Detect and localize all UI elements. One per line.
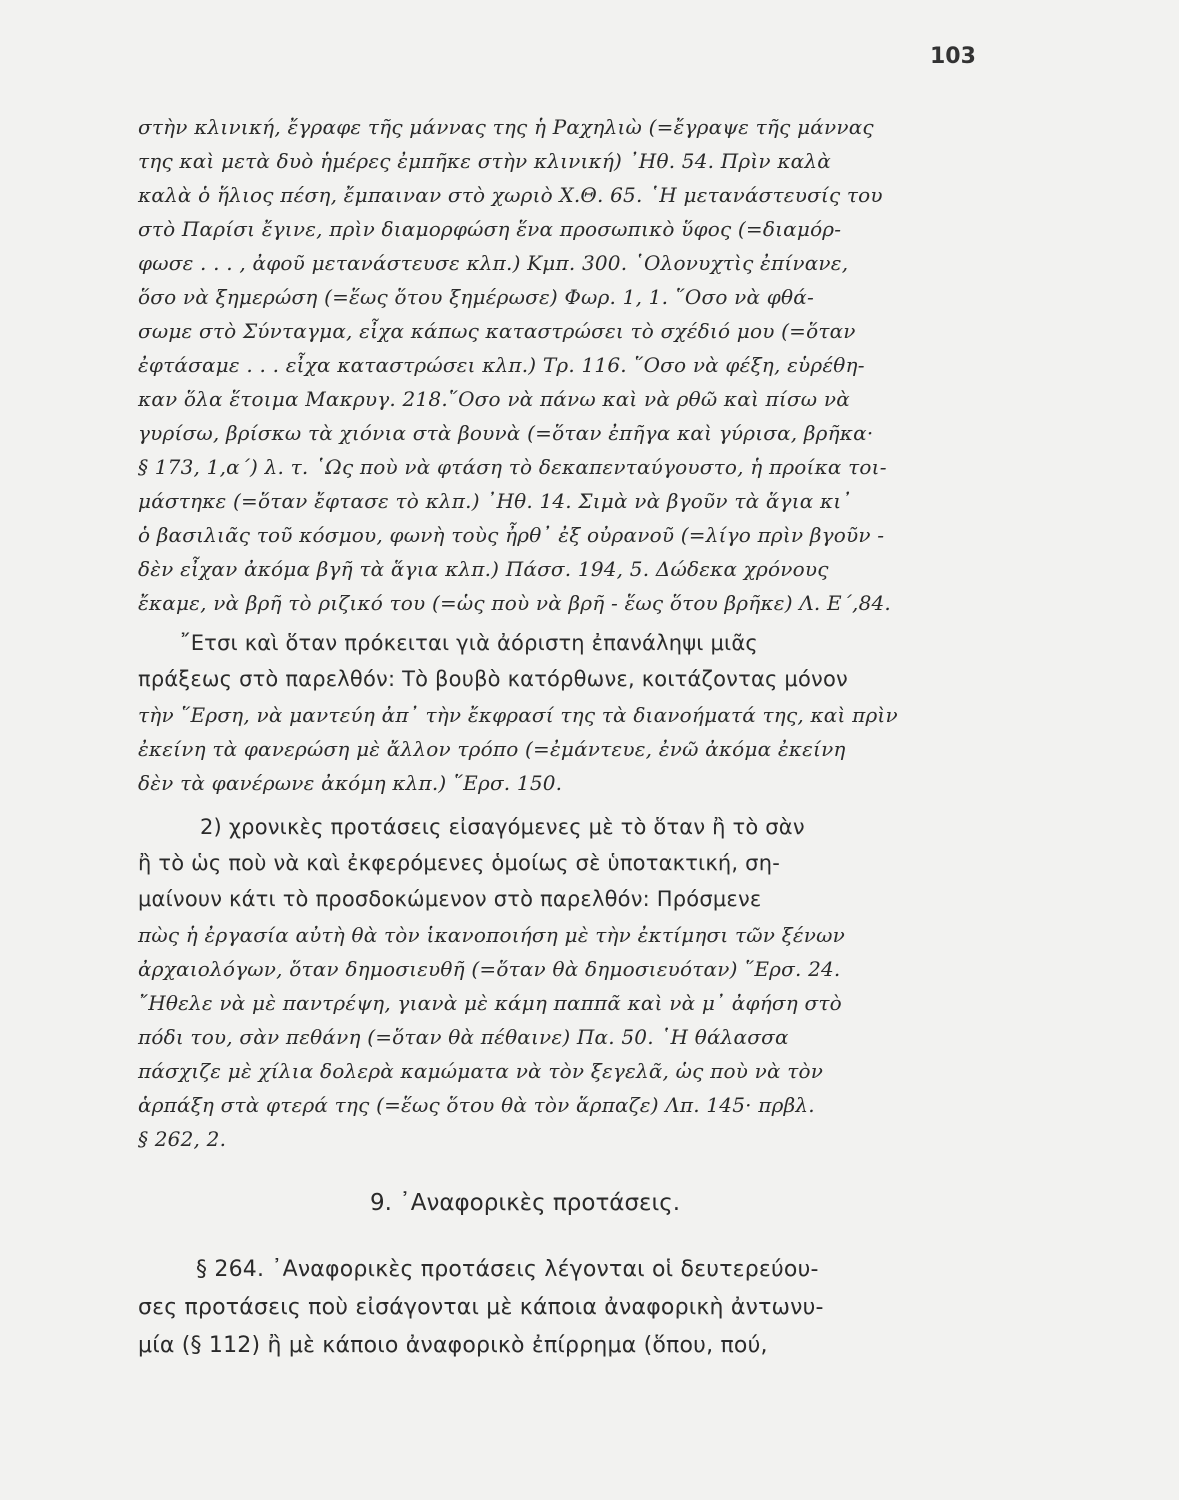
- text-line: § 262, 2.: [138, 1127, 227, 1151]
- text-line: ῎Ετσι καὶ ὅταν πρόκειται γιὰ ἀόριστη ἐπανάληψι μιᾶς: [180, 631, 758, 655]
- text-line: μία (§ 112) ἢ μὲ κάποιο ἀναφορικὸ ἐπίρρημα (ὅπου, πού,: [138, 1333, 768, 1358]
- text-line: 2) χρονικὲς προτάσεις εἰσαγόμενες μὲ τὸ ὅταν ἢ τὸ σὰν: [200, 815, 805, 839]
- text-line: ἢ τὸ ὡς ποὺ νὰ καὶ ἐκφερόμενες ὁμοίως σὲ ὑποτακτική, ση-: [138, 851, 780, 875]
- text-line: ἐφτάσαμε . . . εἶχα καταστρώσει κλπ.) Τρ. 116. ῞Οσο νὰ φέξη, εὑρέθη-: [138, 353, 865, 377]
- text-line: σες προτάσεις ποὺ εἰσάγονται μὲ κάποια ἀναφορικὴ ἀντωνυ-: [138, 1295, 824, 1320]
- text-line: ἐκείνη τὰ φανερώση μὲ ἄλλον τρόπο (=ἐμάντευε, ἐνῶ ἀκόμα ἐκείνη: [138, 737, 846, 761]
- text-line: ἁρπάξη στὰ φτερά της (=ἕως ὅτου θὰ τὸν ἅρπαζε) Λπ. 145· πρβλ.: [138, 1093, 815, 1117]
- text-line: μάστηκε (=ὅταν ἔφτασε τὸ κλπ.) ᾿Ηθ. 14. Σιμὰ νὰ βγοῦν τὰ ἅγια κι᾿: [138, 489, 852, 513]
- text-line: πὼς ἡ ἐργασία αὐτὴ θὰ τὸν ἱκανοποιήση μὲ τὴν ἐκτίμησι τῶν ξένων: [138, 923, 846, 947]
- text-line: ἔκαμε, νὰ βρῆ τὸ ριζικό του (=ὡς ποὺ νὰ βρῆ - ἕως ὅτου βρῆκε) Λ. Ε΄,84.: [138, 591, 891, 615]
- text-line: πόδι του, σὰν πεθάνη (=ὅταν θὰ πέθαινε) Πα. 50. ῾Η θάλασσα: [138, 1025, 789, 1049]
- text-line: πάσχιζε μὲ χίλια δολερὰ καμώματα νὰ τὸν ξεγελᾶ, ὡς ποὺ νὰ τὸν: [138, 1059, 824, 1083]
- text-line: ἀρχαιολόγων, ὅταν δημοσιευθῆ (=ὅταν θὰ δημοσιευόταν) ῞Ερσ. 24.: [138, 957, 841, 981]
- text-line: στὸ Παρίσι ἔγινε, πρὶν διαμορφώση ἕνα προσωπικὸ ὕφος (=διαμόρ-: [138, 217, 842, 241]
- text-line: τὴν ῞Ερση, νὰ μαντεύη ἀπ᾿ τὴν ἔκφρασί της τὰ διανοήματά της, καὶ πρὶν: [138, 703, 898, 727]
- text-line: § 264. ᾿Αναφορικὲς προτάσεις λέγονται οἱ δευτερεύου-: [196, 1257, 819, 1282]
- text-line: γυρίσω, βρίσκω τὰ χιόνια στὰ βουνὰ (=ὅταν ἐπῆγα καὶ γύρισα, βρῆκα·: [138, 421, 874, 445]
- text-line: καλὰ ὁ ἥλιος πέση, ἔμπαιναν στὸ χωριὸ Χ.Θ. 65. ῾Η μετανάστευσίς του: [138, 183, 883, 207]
- text-line: πράξεως στὸ παρελθόν: Τὸ βουβὸ κατόρθωνε, κοιτάζοντας μόνον: [138, 667, 848, 691]
- text-line: δὲν εἶχαν ἀκόμα βγῆ τὰ ἅγια κλπ.) Πάσσ. 194, 5. Δώδεκα χρόνους: [138, 557, 829, 581]
- text-line: καν ὅλα ἕτοιμα Μακρυγ. 218.῞Οσο νὰ πάνω καὶ νὰ ρθῶ καὶ πίσω νὰ: [138, 387, 850, 411]
- text-line: § 173, 1,α΄) λ. τ. ῾Ως ποὺ νὰ φτάση τὸ δεκαπενταύγουστο, ἡ προίκα τοι-: [138, 455, 887, 479]
- text-line: μαίνουν κάτι τὸ προσδοκώμενον στὸ παρελθόν: Πρόσμενε: [138, 887, 762, 911]
- text-line: στὴν κλινική, ἔγραφε τῆς μάννας της ἡ Ραχηλιὼ (=ἔγραψε τῆς μάννας: [138, 115, 874, 139]
- text-line: ὅσο νὰ ξημερώση (=ἕως ὅτου ξημέρωσε) Φωρ. 1, 1. ῞Οσο νὰ φθά-: [138, 285, 814, 309]
- text-line: ὁ βασιλιᾶς τοῦ κόσμου, φωνὴ τοὺς ἦρθ᾿ ἐξ οὐρανοῦ (=λίγο πρὶν βγοῦν -: [138, 523, 885, 547]
- section-heading: 9. ᾿Αναφορικὲς προτάσεις.: [370, 1190, 681, 1216]
- text-line: φωσε . . . , ἀφοῦ μετανάστευσε κλπ.) Κμπ. 300. ῾Ολονυχτὶς ἐπίνανε,: [138, 251, 849, 275]
- text-line: ῎Ηθελε νὰ μὲ παντρέψη, γιανὰ μὲ κάμη παππᾶ καὶ νὰ μ᾿ ἀφήση στὸ: [138, 991, 842, 1015]
- text-line: της καὶ μετὰ δυὸ ἡμέρες ἐμπῆκε στὴν κλινική) ᾿Ηθ. 54. Πρὶν καλὰ: [138, 149, 831, 173]
- text-line: σωμε στὸ Σύνταγμα, εἶχα κάπως καταστρώσει τὸ σχέδιό μου (=ὅταν: [138, 319, 856, 343]
- text-line: δὲν τὰ φανέρωνε ἀκόμη κλπ.) ῞Ερσ. 150.: [138, 771, 563, 795]
- page-number: 103: [930, 44, 976, 69]
